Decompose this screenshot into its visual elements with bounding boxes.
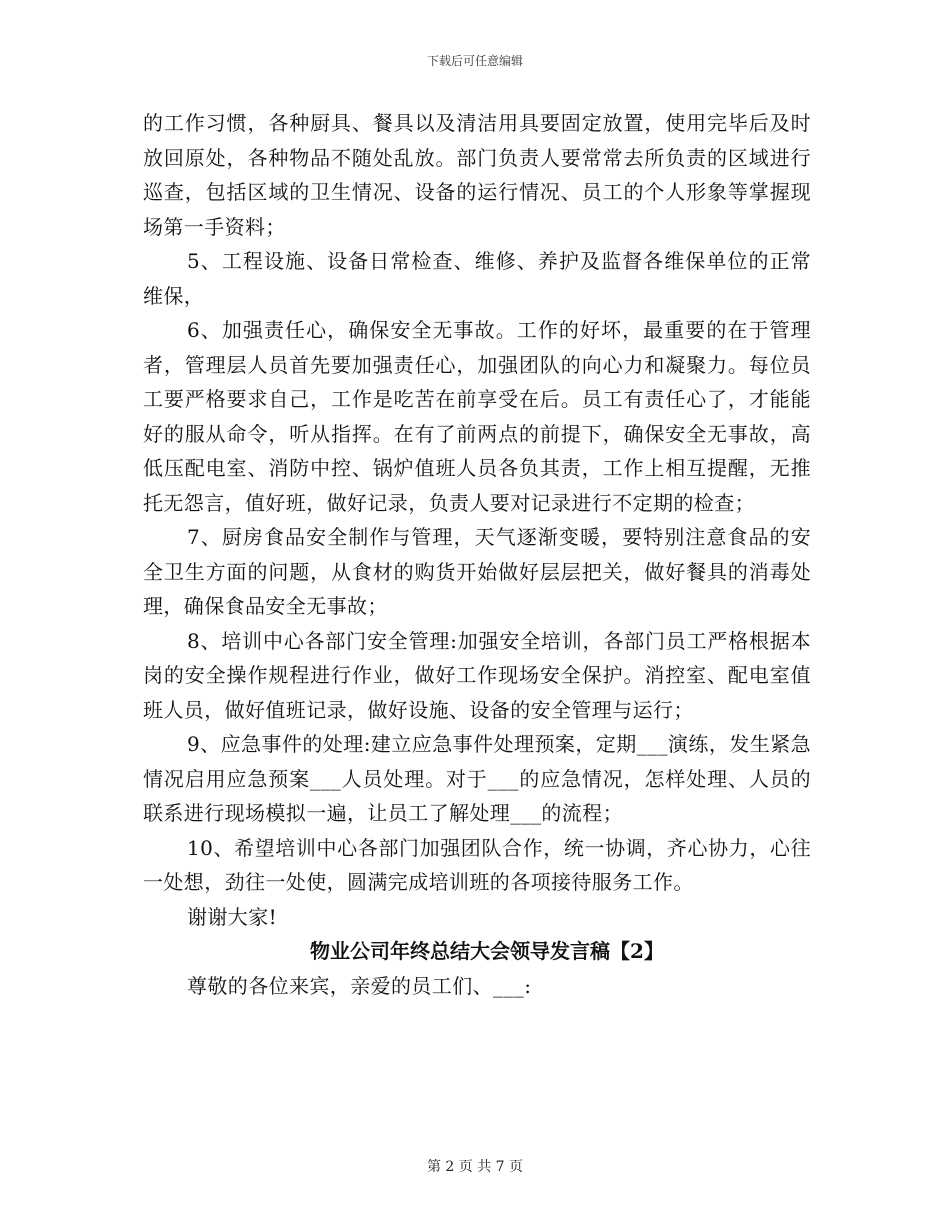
greeting-line: 尊敬的各位来宾，亲爱的员工们、___: xyxy=(187,973,532,998)
paragraph-item-9: 9、应急事件的处理:建立应急事件处理预案，定期___演练，发生紧急情况启用应急预案___人员处理。对于___的应急情况，怎样处理、人员的联系进行现场模拟一遍，让员工了解处理___的流程； xyxy=(143,732,811,825)
paragraph-item-10: 10、希望培训中心各部门加强团队合作，统一协调，齐心协力，心往一处想，劲往一处使，圆满完成培训班的各项接待服务工作。 xyxy=(143,835,811,894)
paragraph-item-5: 5、工程设施、设备日常检查、维修、养护及监督各维保单位的正常维保， xyxy=(143,249,811,308)
page-footer: 第 2 页 共 7 页 xyxy=(426,1159,524,1175)
paragraph-item-8: 8、培训中心各部门安全管理:加强安全培训，各部门员工严格根据本岗的安全操作规程进行作业，做好工作现场安全保护。消控室、配电室值班人员，做好值班记录，做好设施、设备的安全管理与运行； xyxy=(143,628,811,722)
page-header: 下载后可任意编辑 xyxy=(426,54,523,68)
section-title: 物业公司年终总结大会领导发言稿【2】 xyxy=(310,939,664,963)
paragraph-item-7: 7、厨房食品安全制作与管理，天气逐渐变暖，要特别注意食品的安全卫生方面的问题，从食材的购货开始做好层层把关，做好餐具的消毒处理，确保食品安全无事故； xyxy=(143,525,811,618)
paragraph-continuation: 的工作习惯，各种厨具、餐具以及清洁用具要固定放置，使用完毕后及时放回原处，各种物品不随处乱放。部门负责人要常常去所负责的区域进行巡查，包括区域的卫生情况、设备的运行情况、员工的个人形象等掌握现场第一手资料； xyxy=(143,111,811,239)
document-body xyxy=(143,106,811,1003)
thanks-line: 谢谢大家! xyxy=(187,904,278,929)
paragraph-item-6: 6、加强责任心，确保安全无事故。工作的好坏，最重要的在于管理者，管理层人员首先要加强责任心，加强团队的向心力和凝聚力。每位员工要严格要求自己，工作是吃苦在前享受在后。员工有责任心了，才能能好的服从命令，听从指挥。在有了前两点的前提下，确保安全无事故，高低压配电室、消防中控、锅炉值班人员各负其责，工作上相互提醒，无推托无怨言，值好班，做好记录，负责人要对记录进行不定期的检查； xyxy=(143,318,811,515)
